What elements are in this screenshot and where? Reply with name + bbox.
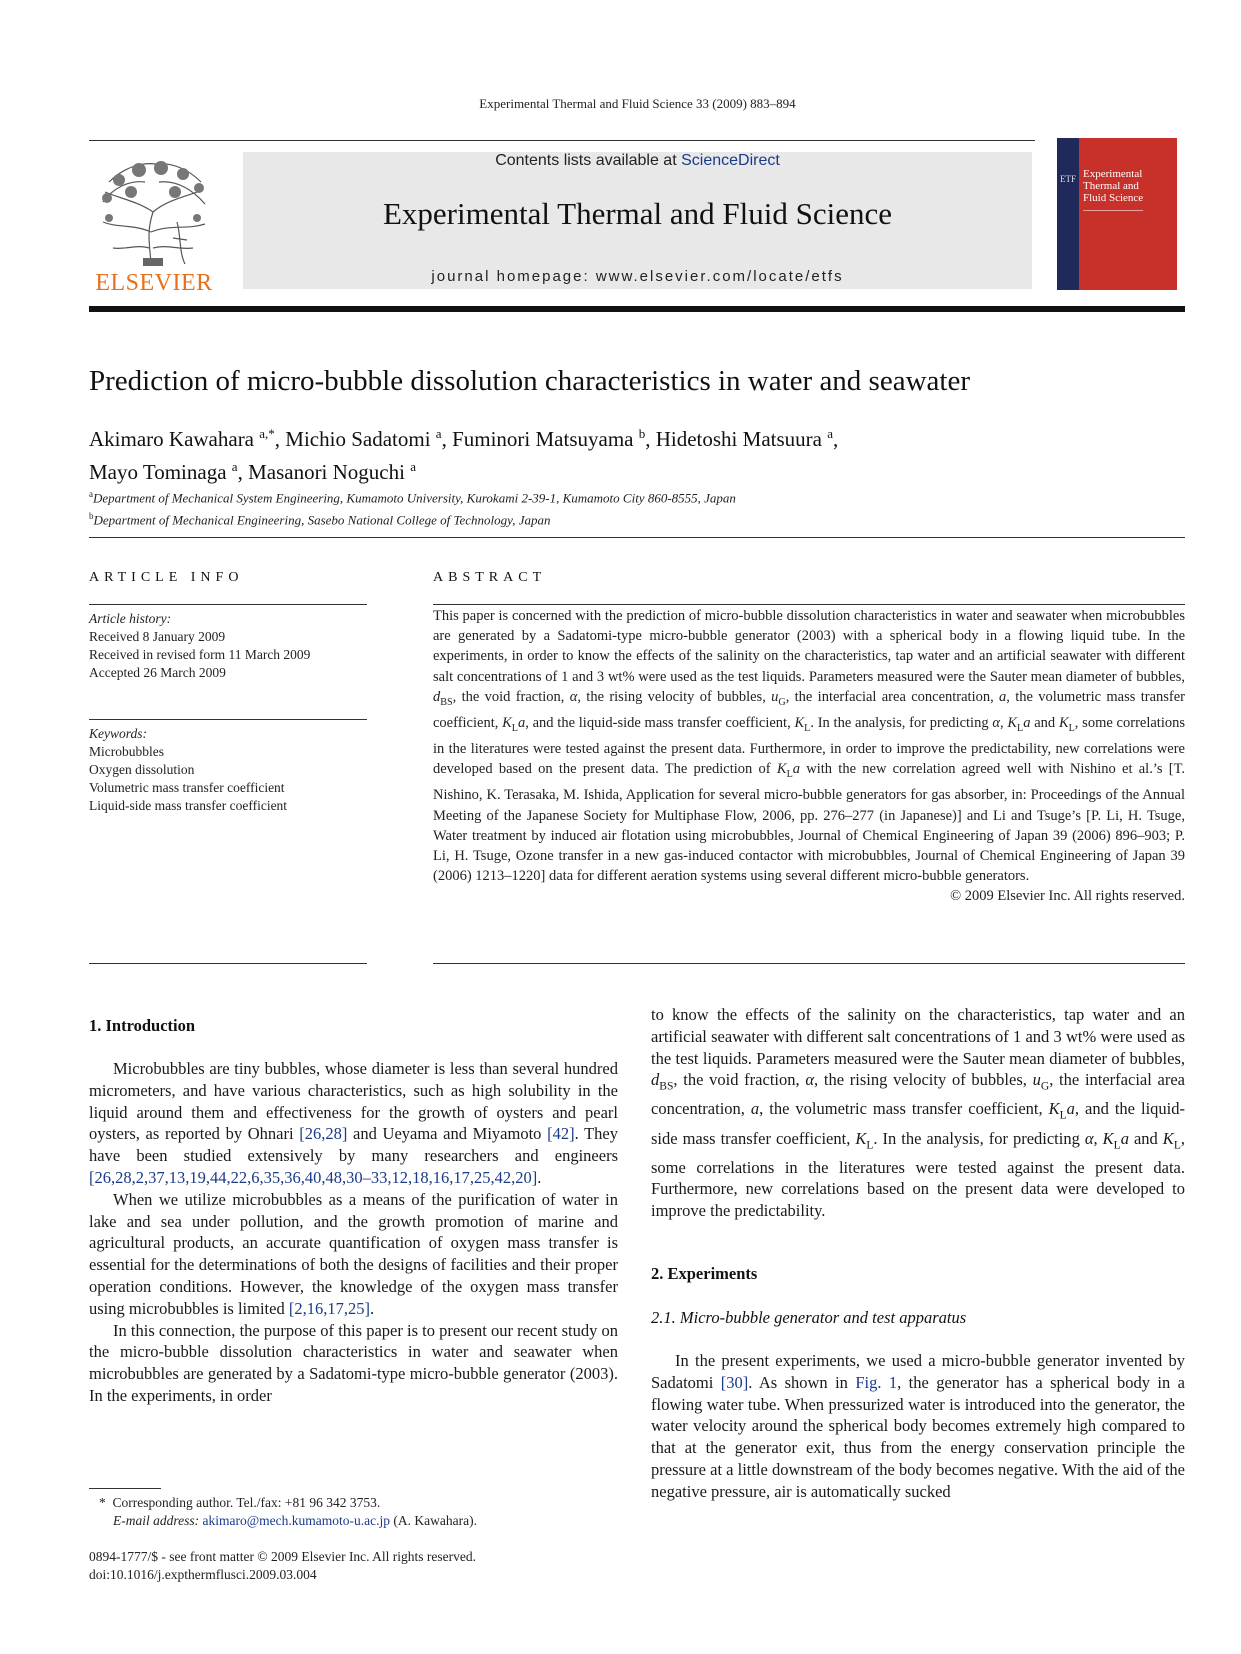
citation-link[interactable]: [42] (547, 1124, 575, 1144)
author[interactable]: Masanori Noguchi (248, 460, 405, 484)
info-rule (89, 719, 367, 720)
subsection-heading: 2.1. Micro-bubble generator and test apparatus (651, 1308, 967, 1327)
citation-link[interactable]: [2,16,17,25] (288, 1298, 370, 1318)
section-heading: 2. Experiments (651, 1264, 758, 1283)
issn: 0894-1777/$ - see front matter © 2009 Elsevier Inc. All rights reserved. (89, 1549, 477, 1564)
author[interactable]: Mayo Tominaga (89, 460, 227, 484)
publisher-name: ELSEVIER (95, 270, 213, 296)
article-info-heading: ARTICLE INFO (89, 570, 244, 585)
author[interactable]: Fuminori Matsuyama (452, 427, 634, 451)
journal-cover-image: ETF Experimental Thermal and Fluid Science (1057, 138, 1177, 290)
affiliation: $^b$Department of Mechanical Engineering, Sasebo National College of Technology, Japan (89, 511, 551, 528)
intro-text: Microbubbles are tiny bubbles, whose diameter is less than several hundred micrometers, and have various characteristics, such as high solubility in the liquid around them and effectiveness for the growth of oysters and pearl oysters, as reported by Ohnari [26,28] and Ueyama and Miyamoto [42]. They have been studied extensively by many researchers and engineers [26,28,2,37,13,19,44,22,6,35,36,40,48,30–33,12,18,16,17,25,42,20]. When we utilize microbubbles as a means of the purification of water in lake and sea under pollution, and the growth promotion of marine and agricultural products, an accurate quantification of oxygen mass transfer is essential for the determinations of both the designs of facilities and their proper operation conditions. However, the knowledge of the oxygen mass transfer using microbubbles is limited [2,16,17,25]. In this connection, the purpose of this paper is to present our recent study on the micro-bubble dissolution characteristics in water and seawater when microbubbles are generated by a Sadatomi-type micro-bubble generator (2003). In the experiments, in order (89, 1059, 618, 1405)
journal-citation: Experimental Thermal and Fluid Science 33 (2009) 883–894 (479, 96, 796, 111)
author[interactable]: Akimaro Kawahara (89, 427, 255, 451)
journal-homepage[interactable]: journal homepage: www.elsevier.com/locate/etfs (431, 268, 844, 285)
author-list: Akimaro Kawahara $^{a,*}$, Michio Sadatomi $^a$, Fuminori Matsuyama $^b$, Hidetoshi Matsuura $^a$, Mayo Tominaga $^a$, Masanori Noguchi $^a$ (89, 426, 839, 484)
cover-abbrev: ETF (1059, 174, 1076, 184)
header-thick-rule (89, 306, 1185, 312)
journal-name: Experimental Thermal and Fluid Science (382, 196, 893, 231)
author[interactable]: Michio Sadatomi (285, 427, 431, 451)
email-link[interactable]: akimaro@mech.kumamoto-u.ac.jp (202, 1513, 390, 1528)
section-heading: 1. Introduction (89, 1016, 196, 1035)
experiments-text: In the present experiments, we used a micro-bubble generator invented by Sadatomi [30]. As shown in Fig. 1, the generator has a spherical body in a flowing water tube. When pressurized water is introduced into the generator, the water velocity around the spherical body becomes extremely high compared to that at the generator exit, thus from the energy conservation principle the pressure at a little downstream of the body becomes negative. With the aid of the negative pressure, air is automatically sucked (651, 1351, 1185, 1501)
info-rule (89, 604, 367, 605)
figure-link[interactable]: Fig. 1 (855, 1372, 898, 1392)
contents-line: Contents lists available at ScienceDirect (495, 152, 780, 169)
citation-link[interactable]: [30] (720, 1372, 749, 1392)
abstract-rule (433, 604, 1185, 605)
info-rule (89, 963, 367, 964)
affiliation: $^a$Department of Mechanical System Engineering, Kumamoto University, Kurokami 2-39-1, Kumamoto City 860-8555, Japan (89, 489, 736, 506)
citation-link[interactable]: [26,28,2,37,13,19,44,22,6,35,36,40,48,30–33,12,18,16,17,25,42,20] (89, 1167, 538, 1187)
citation-link[interactable]: [26,28] (299, 1124, 348, 1144)
elsevier-logo (89, 152, 219, 296)
sciencedirect-link[interactable]: ScienceDirect (681, 152, 780, 169)
article-title: Prediction of micro-bubble dissolution characteristics in water and seawater (89, 365, 970, 397)
keywords: Keywords: Microbubbles Oxygen dissolution Volumetric mass transfer coefficient Liquid-side mass transfer coefficient (89, 725, 367, 815)
title-block-rule (89, 537, 1185, 538)
copyright: © 2009 Elsevier Inc. All rights reserved. (950, 888, 1185, 905)
keyword: Microbubbles (89, 744, 164, 759)
keyword: Oxygen dissolution (89, 762, 195, 777)
footnotes: * Corresponding author. Tel./fax: +81 96 342 3753. E-mail address: akimaro@mech.kumamoto-u.ac.jp (A. Kawahara). 0894-1777/$ - see front matter © 2009 Elsevier Inc. All rights reserved. doi:10.1016/j.expthermflusci.2009.03.004 (89, 1494, 618, 1584)
abstract-text: This paper is concerned with the prediction of micro-bubble dissolution characteristics in water and seawater when microbubbles are generated by a Sadatomi-type micro-bubble generator (2003) with a spherical body in a flowing liquid tube. In the experiments, in order to know the effects of the salinity on the characteristics, tap water and an artificial seawater with different salt concentrations of 1 and 3 wt% were used as the test liquids. Parameters measured were the Sauter mean diameter of bubbles, $d_{BS}$, the void fraction, α, the rising velocity of bubbles, $u_G$, the interfacial area concentration, a, the volumetric mass transfer coefficient, $K_La$, and the liquid-side mass transfer coefficient, $K_L$. In the analysis, for predicting α, $K_La$ and $K_L$, some correlations in the literatures were tested against the present data. Furthermore, in order to improve the predictability, new correlations were developed based on the present data. The prediction of $K_La$ with the new correlation agreed well with Nishino et al.’s [T. Nishino, K. Terasaka, M. Ishida, Application for several micro-bubble generators for gas absorber, in: Proceedings of the Annual Meeting of the Japanese Society for Multiphase Flow, 2006, pp. 276–277 (in Japanese)] and Li and Tsuge’s [P. Li, H. Tsuge, Water treatment by induced air flotation using microbubbles, Journal of Chemical Engineering of Japan 39 (2006) 896–903; P. Li, H. Tsuge, Ozone transfer in a new gas-induced contactor with microbubbles, Journal of Chemical Engineering of Japan 39 (2006) 1213–1220] data for different aeration systems using several different micro-bubble generators. © 2009 Elsevier Inc. All rights reserved. (433, 606, 1185, 907)
abstract-heading: ABSTRACT (433, 570, 547, 585)
article-history: Article history: Received 8 January 2009 Received in revised form 11 March 2009 Accepted 26 March 2009 (89, 611, 311, 680)
footnote-rule (89, 1488, 161, 1489)
doi[interactable]: doi:10.1016/j.expthermflusci.2009.03.004 (89, 1567, 317, 1582)
header-rule (89, 140, 1035, 141)
author[interactable]: Hidetoshi Matsuura (655, 427, 822, 451)
keyword: Volumetric mass transfer coefficient (89, 780, 285, 795)
abstract-rule (433, 963, 1185, 964)
intro-text-continued: to know the effects of the salinity on the characteristics, tap water and an artificial seawater with different salt concentrations of 1 and 3 wt% were used as the test liquids. Parameters measured were the Sauter mean diameter of bubbles, $d_{BS}$, the void fraction, α, the rising velocity of bubbles, $u_G$, the interfacial area concentration, a, the volumetric mass transfer coefficient, $K_La$, and the liquid-side mass transfer coefficient, $K_L$. In the analysis, for predicting α, $K_La$ and $K_L$, some correlations in the literatures were tested against the present data. Furthermore, new correlations based on the present data were developed to improve the predictability. (651, 1005, 1186, 1221)
affiliations (89, 485, 1189, 530)
keyword: Liquid-side mass transfer coefficient (89, 798, 288, 813)
